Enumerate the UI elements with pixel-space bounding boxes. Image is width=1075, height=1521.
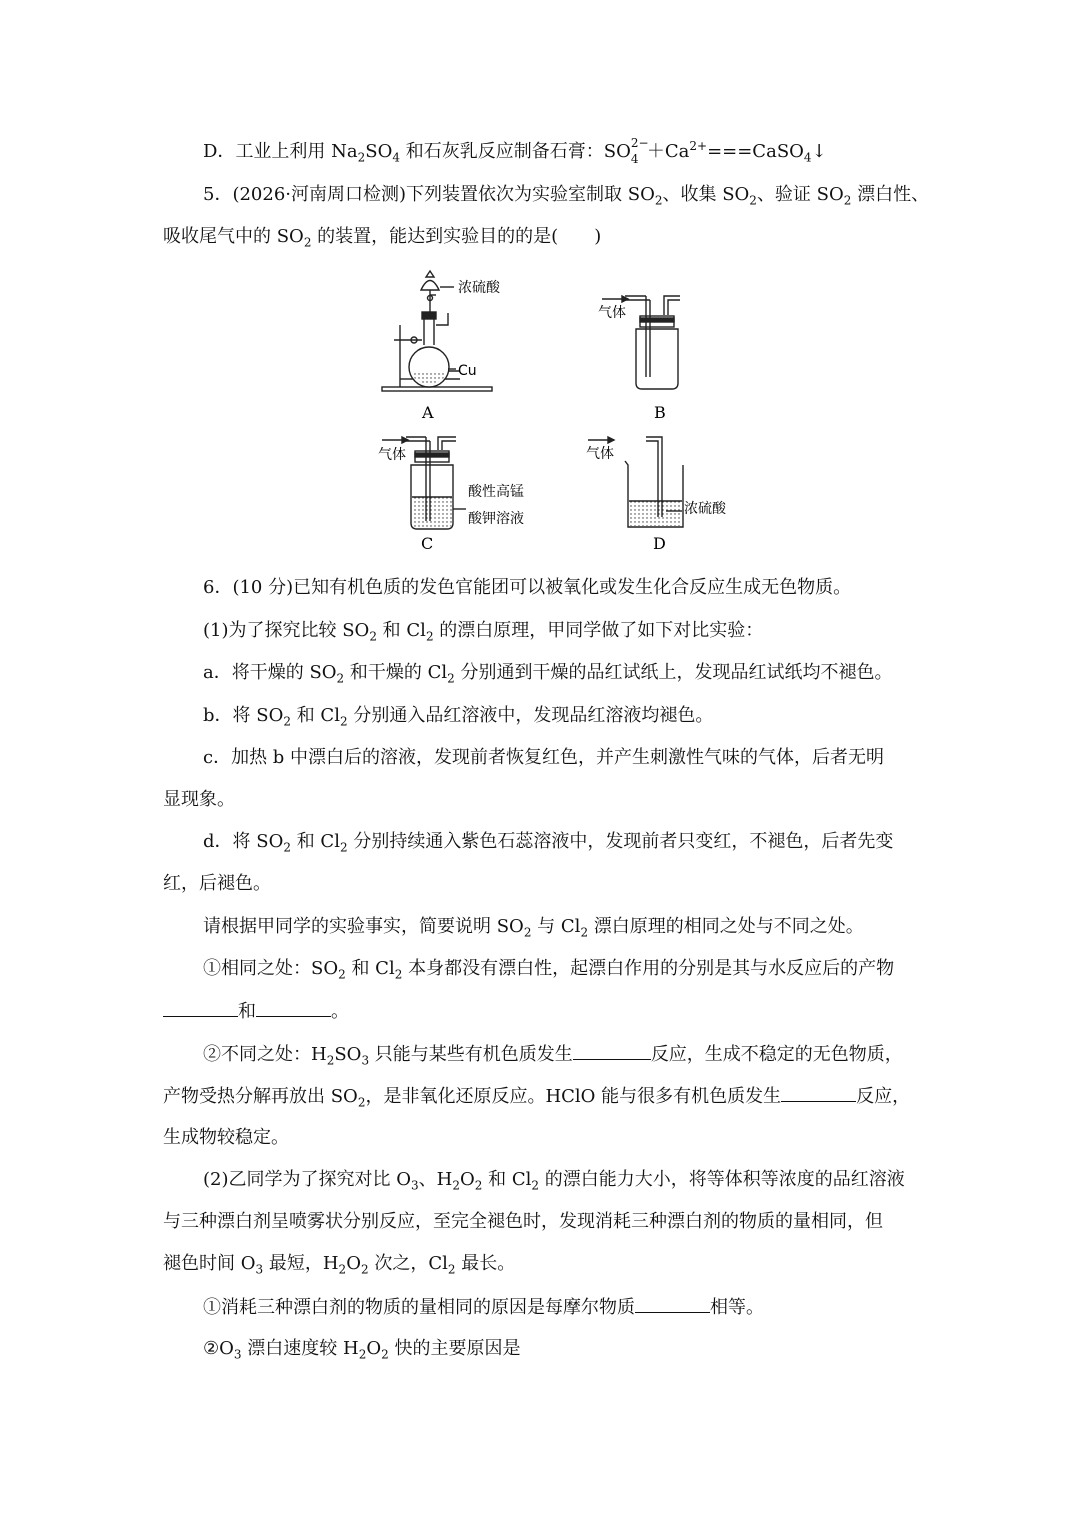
subscript: 3 [233,1347,242,1362]
subscript: 2 [339,840,348,855]
text: 、收集 SO [662,184,750,205]
text: ，是非氧化还原反应。HClO 能与很多有机色质发生 [365,1086,782,1107]
text: a．将干燥的 SO [203,662,337,683]
text: 显现象。 [163,789,235,810]
label-gas-d: 气体 [586,446,614,462]
text: (2)乙同学为了探究对比 O [203,1169,411,1190]
subscript: 2 [425,629,434,644]
subscript: 2 [303,235,312,250]
option-d [203,136,827,166]
q5-line1 [203,182,929,208]
text: 分别持续通入紫色石蕊溶液中，发现前者只变红，不褪色，后者先变 [347,831,894,852]
text: 请根据甲同学的实验事实，简要说明 SO [203,916,524,937]
label-kmno4-2: 酸钾溶液 [468,511,524,527]
label-c: C [421,534,434,553]
subscript: 4 [392,150,401,165]
text: ①消耗三种漂白剂的物质的量相同的原因是每摩尔物质 [203,1297,635,1318]
text: 和 [238,1001,256,1022]
text: SO [603,141,631,162]
text: 只能与某些有机色质发生 [369,1044,573,1065]
subscript: 2 [283,840,291,855]
text: ①相同之处：SO [203,958,339,979]
subscript: 2 [358,1347,367,1362]
subscript: 2 [339,714,348,729]
subscript: 3 [410,1178,419,1193]
subscript: 2 [749,193,757,208]
label-conc-acid-d: 浓硫酸 [684,501,726,517]
text: 6．(10 分)已知有机色质的发色官能团可以被氧化或发生化合反应生成无色物质。 [203,577,852,598]
subscript: 2 [338,967,346,982]
text: 次之，Cl [368,1253,448,1274]
subscript: 2 [447,671,455,686]
answer-blank[interactable] [635,1294,710,1313]
q6-diff2 [163,1083,910,1110]
text: 和 Cl [345,958,395,979]
subscript: 2 [360,1262,369,1277]
text: 和干燥的 Cl [344,662,448,683]
text: 褪色时间 O [163,1253,256,1274]
subscript: 2 [381,1347,389,1362]
text: 和 Cl [290,831,340,852]
text: 与三种漂白剂呈喷雾状分别反应，至完全褪色时，发现消耗三种漂白剂的物质的量相同，但 [163,1211,883,1232]
text: 分别通到干燥的品红试纸上，发现品红试纸均不褪色。 [454,662,893,683]
q6-same1 [203,956,894,982]
q6-part2-l3 [163,1251,515,1277]
q6-reason1 [203,1294,764,1321]
text: 漂白性、 [851,184,930,205]
q6-diff3 [163,1125,289,1151]
label-b: B [654,403,666,422]
text: ===CaSO [707,141,804,162]
text: 、验证 SO [756,184,844,205]
text: SO [334,1044,362,1065]
subscript: 2 [580,925,589,940]
subscript: 2 [452,1178,460,1193]
q6-exp-d1 [203,829,893,855]
q6-exp-c1 [203,745,884,771]
text: 。 [331,1001,349,1022]
q6-exp-a [203,660,893,686]
text: 产物受热分解再放出 SO [163,1086,358,1107]
label-gas-c: 气体 [378,447,406,463]
text: 生成物较稳定。 [163,1127,289,1148]
answer-blank[interactable] [256,998,331,1017]
subscript: 2 [394,967,403,982]
text: d．将 SO [203,831,284,852]
q6-ask [203,914,864,940]
text: b．将 SO [203,705,284,726]
text: 本身都没有漂白性，起漂白作用的分别是其与水反应后的产物 [402,958,895,979]
text: O [459,1169,475,1190]
text: 、H [418,1169,453,1190]
answer-blank[interactable] [163,998,238,1017]
label-d: D [653,534,666,553]
text: (1)为了探究比较 SO [203,620,370,641]
text: 最长。 [455,1253,516,1274]
q6-intro [203,575,851,601]
subscript: 2 [283,714,291,729]
text: 漂白速度较 H [241,1338,359,1359]
text: 和 Cl [290,705,340,726]
q6-exp-b [203,703,713,729]
text: 快的主要原因是 [388,1338,521,1359]
answer-blank[interactable] [573,1041,651,1060]
label-kmno4-1: 酸性高锰 [468,484,524,500]
subscript: 2 [474,1178,483,1193]
text: 的漂白原理，甲同学做了如下对比实验： [433,620,764,641]
text: 和石灰乳反应制备石膏： [400,141,604,162]
text: 与 Cl [531,916,581,937]
subscript: 2 [357,150,366,165]
subscript: 2 [843,193,852,208]
subscript: 2 [447,1262,456,1277]
label-gas-b: 气体 [598,305,626,321]
text: 和 Cl [376,620,426,641]
q6-exp-d2 [163,871,271,897]
q6-diff1 [203,1041,903,1068]
subscript: 3 [361,1053,370,1068]
subscript: 2 [654,193,663,208]
text: 相等。 [710,1297,764,1318]
subscript: 3 [255,1262,264,1277]
text: c．加热 b 中漂白后的溶液，发现前者恢复红色，并产生刺激性气味的气体，后者无明 [203,747,885,768]
text: 漂白原理的相同之处与不同之处。 [588,916,864,937]
q6-part1 [203,618,763,644]
text: ↓ [811,141,827,162]
label-conc-acid-a: 浓硫酸 [458,280,500,296]
text: 分别通入品红溶液中，发现品红溶液均褪色。 [347,705,714,726]
subscript: 2 [369,629,377,644]
q6-exp-c2 [163,787,235,813]
text: ②O [203,1338,234,1359]
superscript: 2+ [689,139,708,153]
text: 反应，生成不稳定的无色物质， [650,1044,903,1065]
subscript: 2 [336,671,345,686]
text: O [366,1338,382,1359]
text: 的装置，能达到实验目的的是( ) [311,226,602,247]
text: 工业上利用 Na [235,141,358,162]
subscript: 4 [803,150,812,165]
label-cu: Cu [458,363,477,379]
subscript: 2 [523,925,532,940]
text: 最短，H [263,1253,339,1274]
q5-line2 [163,224,601,250]
text: ②不同之处：H [203,1044,327,1065]
q6-reason2 [203,1336,520,1362]
ion-script: 2− 4 [630,136,649,166]
answer-blank[interactable] [781,1083,856,1102]
text: SO [365,141,393,162]
option-label: D． [203,141,236,162]
subscript: 2 [338,1262,347,1277]
text: 的漂白能力大小，将等体积等浓度的品红溶液 [539,1169,905,1190]
apparatus-figure [370,265,750,560]
text: ＋Ca [646,141,690,162]
q6-same2 [163,998,349,1025]
text: 和 Cl [482,1169,532,1190]
label-a: A [422,403,434,422]
text: O [346,1253,361,1274]
q6-part2-l2 [163,1209,883,1235]
text: 5．(2026·河南周口检测)下列装置依次为实验室制取 SO [203,184,655,205]
subscript: 2 [326,1053,335,1068]
text: 吸收尾气中的 SO [163,226,304,247]
text: 反应， [856,1086,911,1107]
subscript: 2 [531,1178,539,1193]
q6-part2-l1 [203,1167,905,1193]
subscript: 2 [357,1095,366,1110]
text: 红，后褪色。 [163,873,271,894]
